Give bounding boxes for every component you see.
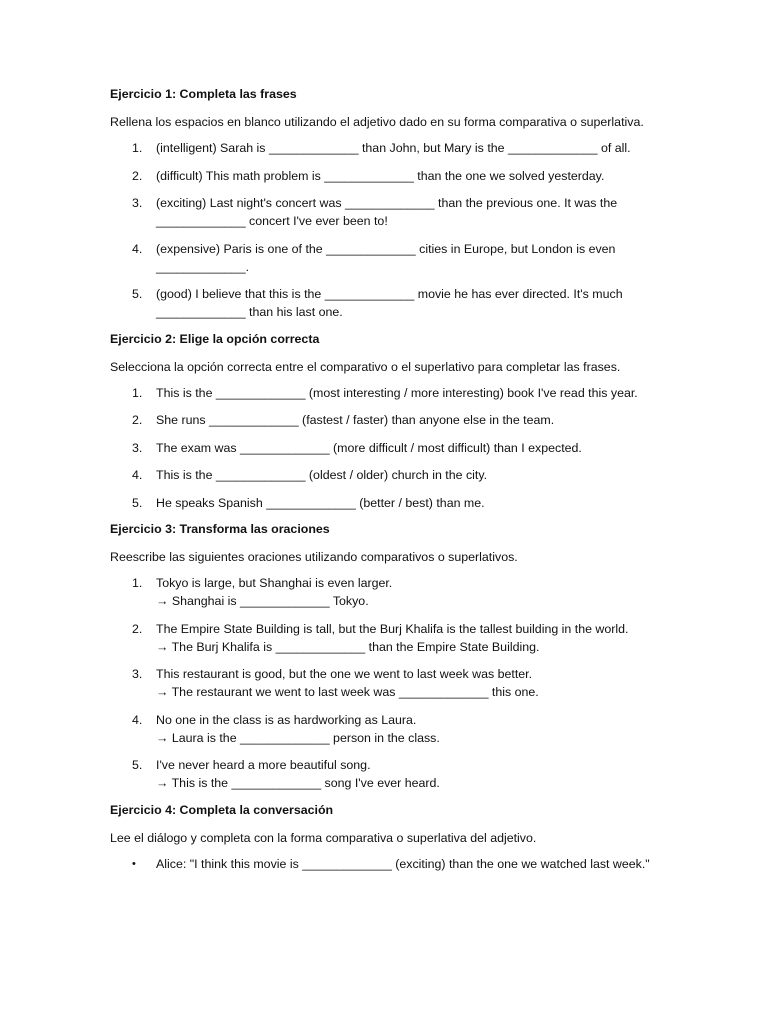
item-text: (difficult) This math problem is _____________ than the one we solved yesterday.	[156, 168, 605, 183]
item-text: Tokyo is large, but Shanghai is even larger.	[156, 576, 393, 590]
list-item	[110, 139, 670, 157]
list-item	[110, 494, 670, 512]
exercise-list	[110, 574, 670, 792]
section-1	[110, 86, 670, 321]
item-text: She runs _____________ (fastest / faster) than anyone else in the team.	[156, 413, 555, 427]
section-4	[110, 802, 670, 873]
section-heading: Ejercicio 2: Elige la opción correcta	[110, 331, 320, 346]
section-instructions: Lee el diálogo y completa con la forma comparativa o superlativa del adjetivo.	[110, 830, 537, 845]
section-2	[110, 331, 670, 512]
list-item	[110, 574, 670, 610]
item-number: 4.	[132, 712, 143, 727]
list-item	[110, 665, 670, 701]
item-text: No one in the class is as hardworking as Laura.	[156, 712, 417, 727]
item-number: 3.	[132, 440, 143, 455]
worksheet	[110, 86, 670, 882]
list-item	[110, 855, 670, 873]
section-heading: Ejercicio 4: Completa la conversación	[110, 802, 334, 817]
item-number: 2.	[132, 168, 143, 183]
item-text: The exam was _____________ (more difficult / most difficult) than I expected.	[156, 440, 582, 455]
item-number: 4.	[132, 241, 143, 256]
bullet-icon: •	[132, 857, 136, 870]
item-number: 5.	[132, 495, 143, 510]
item-number: 1.	[132, 385, 143, 400]
item-text: The Empire State Building is tall, but the Burj Khalifa is the tallest building in the world.	[156, 621, 629, 636]
item-number: 4.	[132, 468, 143, 482]
list-item	[110, 439, 670, 457]
list-item	[110, 167, 670, 185]
list-item	[110, 194, 670, 230]
item-answer-line: → This is the _____________ song I've ever heard.	[156, 776, 440, 790]
item-number: 2.	[132, 413, 143, 427]
item-text: (intelligent) Sarah is _____________ than John, but Mary is the _____________ of all.	[156, 141, 631, 155]
list-item	[110, 756, 670, 792]
list-item	[110, 620, 670, 656]
section-3	[110, 521, 670, 792]
item-text: (exciting) Last night's concert was _____________ than the previous one. It was the _____________ concert I've ever been to!	[156, 196, 618, 228]
item-text: This is the _____________ (oldest / older) church in the city.	[156, 468, 488, 482]
item-number: 5.	[132, 287, 143, 301]
item-text: I've never heard a more beautiful song.	[156, 758, 371, 772]
item-number: 5.	[132, 758, 143, 772]
section-instructions: Selecciona la opción correcta entre el comparativo o el superlativo para completar las frases.	[110, 359, 621, 374]
list-item	[110, 384, 670, 402]
item-text: He speaks Spanish _____________ (better / best) than me.	[156, 495, 485, 510]
list-item	[110, 240, 670, 276]
item-text: (good) I believe that this is the _____________ movie he has ever directed. It's much _____________ than his last one.	[156, 287, 623, 319]
exercise-list	[110, 139, 670, 321]
exercise-list	[110, 384, 670, 512]
item-answer-line: → The Burj Khalifa is _____________ than the Empire State Building.	[156, 639, 540, 654]
item-text: This restaurant is good, but the one we went to last week was better.	[156, 667, 533, 681]
list-item	[110, 711, 670, 747]
section-instructions: Reescribe las siguientes oraciones utilizando comparativos o superlativos.	[110, 550, 518, 564]
item-number: 3.	[132, 667, 143, 681]
item-answer-line: → The restaurant we went to last week was _____________ this one.	[156, 685, 539, 699]
section-heading: Ejercicio 3: Transforma las oraciones	[110, 522, 330, 536]
dialogue-list	[110, 855, 670, 873]
item-text: This is the _____________ (most interesting / more interesting) book I've read this year.	[156, 385, 638, 400]
item-number: 1.	[132, 576, 143, 590]
item-number: 3.	[132, 196, 143, 210]
item-number: 1.	[132, 141, 143, 155]
item-text: Alice: "I think this movie is _____________ (exciting) than the one we watched last week."	[156, 856, 650, 871]
section-instructions: Rellena los espacios en blanco utilizando el adjetivo dado en su forma comparativa o superlativa.	[110, 115, 644, 129]
item-number: 2.	[132, 621, 143, 636]
list-item	[110, 285, 670, 321]
item-answer-line: → Shanghai is _____________ Tokyo.	[156, 594, 369, 608]
list-item	[110, 411, 670, 429]
list-item	[110, 466, 670, 484]
item-text: (expensive) Paris is one of the _____________ cities in Europe, but London is even _____________.	[156, 241, 616, 274]
item-answer-line: → Laura is the _____________ person in the class.	[156, 730, 440, 745]
section-heading: Ejercicio 1: Completa las frases	[110, 87, 297, 101]
